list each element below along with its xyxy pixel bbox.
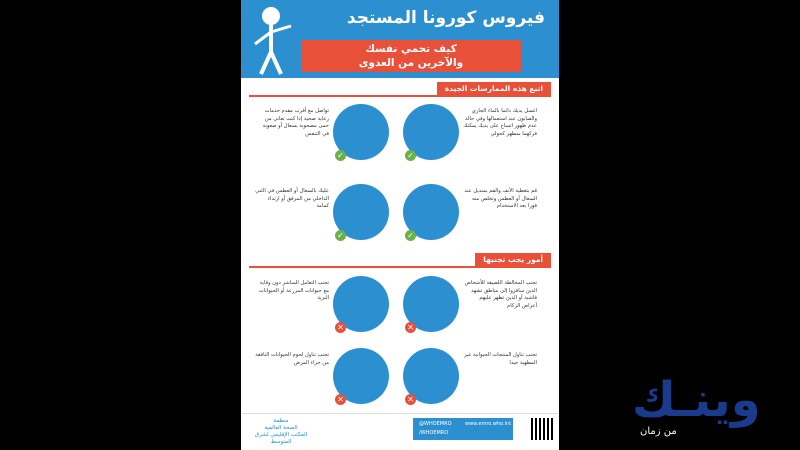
avoid-panel-1 [403,272,553,342]
website-text: www.emro.who.int [465,421,512,427]
good-panel-3-text: قم بتغطية الأنف والفم بمنديل عند السعال أو العطس وتخلص منه فورا بعد الاستخدام [464,188,537,209]
good-panel-1 [403,100,553,170]
section-good-header: اتبع هذه الممارسات الجيدة [437,82,551,96]
avoid-panel-4 [251,344,401,414]
poster [241,0,559,450]
org-line-2: الصحة العالمية [264,425,298,431]
good-panel-2 [251,100,401,170]
avoid-panel-1-text: تجنب المخالطة اللصيقة للأشخاص الذين سافروا إلى مناطق تشهد فاشية أو الذين تظهر عليهم أعراض الزكام [464,280,537,309]
org-line-3: المكتب الإقليمي لشرق المتوسط [254,432,308,445]
check-icon: ✓ [335,150,346,161]
avoid-panel-3 [403,344,553,414]
avoid-panel-2-text: تجنب التعامل المباشر دون وقاية مع حيوانات المزرعة أو الحيوانات البرية [258,280,329,301]
section-avoid-header: أمور يجب تجنبها [475,253,551,267]
who-logo [246,418,316,446]
subtitle-line-1: كيف تحمي نفسك [365,43,457,55]
cross-icon: ✕ [335,322,346,333]
check-icon: ✓ [335,230,346,241]
check-icon: ✓ [405,150,416,161]
good-panel-4-text: عليك بالسعال أو العطس في الثني الداخلي من المرفق أو ارتداء كمامة [255,188,329,209]
watermark-brand: وينـك [632,372,761,428]
cross-icon: ✕ [405,394,416,405]
poster-footer [241,413,559,450]
poster-header [241,0,559,78]
avoid-panel-2 [251,272,401,342]
avoid-panel-3-text: تجنب تناول المنتجات الحيوانية غير المطهية جيدا [464,352,537,366]
qr-code-icon [531,418,553,440]
poster-subtitle [301,40,521,72]
subtitle-line-2: والآخرين من العدوى [358,57,464,69]
cross-icon: ✕ [405,322,416,333]
good-panel-4 [251,180,401,250]
avoid-panel-4-text: تجنب تناول لحوم الحيوانات النافقة من جراء المرض [255,352,329,366]
social-handle-2: /WHOEMRO [419,430,449,436]
check-icon: ✓ [405,230,416,241]
org-line-1: منظمة [273,418,289,424]
cross-icon: ✕ [335,394,346,405]
poster-title: فيروس كورونا المستجد [346,8,545,28]
social-bar [413,418,513,440]
social-handle-1: @WHOEMRO [419,421,452,427]
good-panel-1-text: اغسل يديك دائما بالماء الجاري والصابون عند استعمالها وفي حالة عدم ظهور اتساخ على يديك يمكنك فركهما بمطهر كحولي [463,108,537,137]
good-panel-2-text: تواصل مع أقرب مقدم خدمات رعاية صحية إذا كنت تعاني من حمى مصحوبة بسعال أو صعوبة في التنفس [262,108,329,137]
stick-figure-icon [247,4,295,76]
good-panel-3 [403,180,553,250]
watermark-tagline: من زمان [640,426,677,437]
